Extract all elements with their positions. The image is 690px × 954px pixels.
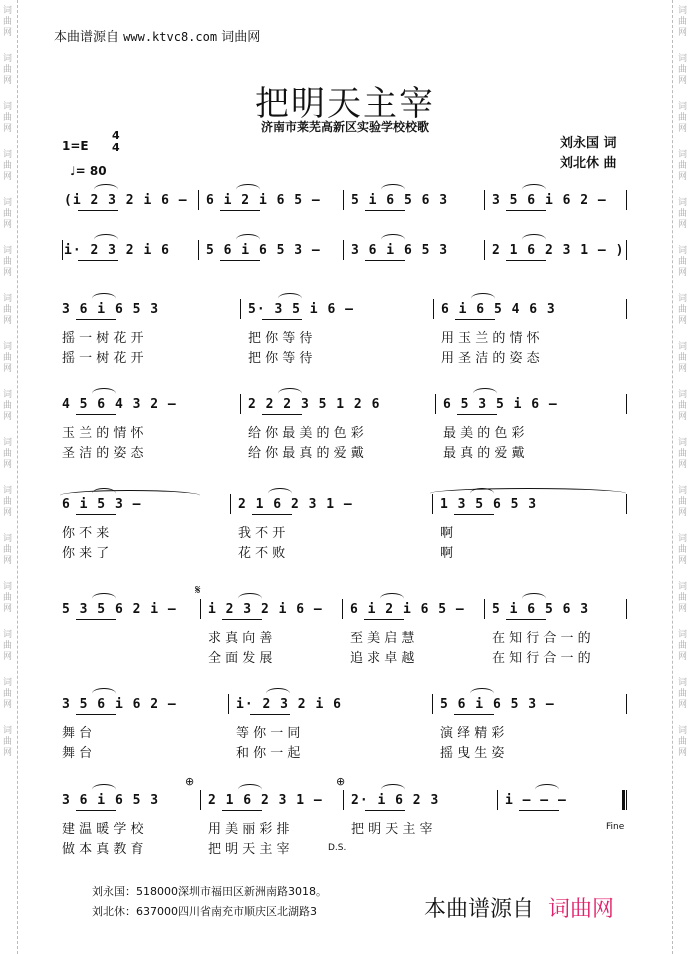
measure-notes: 5 6 i 6 5 3 – xyxy=(440,697,555,712)
border-glyph: 网 xyxy=(3,748,13,758)
lyric-verse-2: 花 不 败 xyxy=(238,546,286,561)
beam-underline xyxy=(365,260,405,261)
composer-credit: 刘北休 曲 xyxy=(560,156,617,171)
slur-mark xyxy=(381,234,405,245)
beam-underline xyxy=(364,619,404,620)
footer-brand-text: 本曲谱源自 xyxy=(424,897,535,922)
lyric-verse-1: 啊 xyxy=(440,526,454,541)
border-glyph: 词 xyxy=(678,198,688,208)
lyric-verse-1: 玉 兰 的 情 怀 xyxy=(62,426,144,441)
border-glyph: 词 xyxy=(3,198,13,208)
measure-notes: 3 6 i 6 5 3 xyxy=(62,793,160,808)
border-glyph: 词 xyxy=(3,582,13,592)
bar-line xyxy=(484,190,485,210)
border-glyph: 网 xyxy=(678,76,688,86)
measure-notes: 5 i 6 5 6 3 xyxy=(351,193,449,208)
measure-notes: 3 5 6 i 6 2 – xyxy=(62,697,177,712)
lyric-verse-2: 摇 曳 生 姿 xyxy=(440,746,505,761)
border-glyph: 曲 xyxy=(3,65,13,75)
border-glyph: 曲 xyxy=(678,641,688,651)
beam-underline xyxy=(76,319,116,320)
lyric-verse-1: 舞 台 xyxy=(62,726,93,741)
slur-mark xyxy=(381,184,405,195)
border-glyph: 词 xyxy=(678,726,688,736)
border-glyph: 网 xyxy=(678,748,688,758)
border-glyph: 曲 xyxy=(678,401,688,411)
measure-notes: 3 6 i 6 5 3 xyxy=(351,243,449,258)
beam-underline xyxy=(76,619,116,620)
border-glyph: 网 xyxy=(678,124,688,134)
beam-underline xyxy=(76,810,116,811)
measure-notes: 2 1 6 2 3 1 – ) xyxy=(492,243,625,258)
border-glyph: 曲 xyxy=(3,161,13,171)
beam-underline xyxy=(506,260,546,261)
beam-underline xyxy=(262,319,302,320)
beam-underline xyxy=(365,810,405,811)
lyric-verse-2: 用 圣 洁 的 姿 态 xyxy=(441,351,540,366)
footer-address-1: 刘永国：518000深圳市福田区新洲南路3018。 xyxy=(92,885,327,898)
border-glyph: 网 xyxy=(678,604,688,614)
border-glyph: 词 xyxy=(678,294,688,304)
final-bar xyxy=(622,790,625,810)
beam-underline xyxy=(76,414,116,415)
lyric-verse-2: 最 真 的 爱 戴 xyxy=(443,446,525,461)
tempo-marking: ♩= 80 xyxy=(70,164,107,178)
measure-notes: i· 2 3 2 i 6 xyxy=(64,243,170,258)
lyric-verse-2: 啊 xyxy=(440,546,454,561)
lyric-verse-2: 做 本 真 教 育 xyxy=(62,842,144,857)
border-glyph: 曲 xyxy=(678,209,688,219)
beam-underline xyxy=(222,619,262,620)
bar-line xyxy=(626,299,627,319)
tempo-value: = 80 xyxy=(75,164,107,178)
right-border xyxy=(672,0,690,954)
long-slur xyxy=(430,488,626,499)
lyric-verse-1: 用 美 丽 彩 排 xyxy=(208,822,290,837)
border-glyph: 曲 xyxy=(3,17,13,27)
coda-mark-2: ⊕ xyxy=(336,775,346,788)
measure-notes: i 2 3 2 i 6 – xyxy=(208,602,323,617)
lyric-verse-2: 追 求 卓 越 xyxy=(350,651,415,666)
beam-underline xyxy=(78,260,118,261)
measure-notes: 3 5 6 i 6 2 – xyxy=(492,193,607,208)
border-glyph: 曲 xyxy=(3,545,13,555)
footer-address-2: 刘北休：637000四川省南充市顺庆区北湖路3 xyxy=(92,905,317,918)
slur-mark xyxy=(92,293,116,304)
border-glyph: 网 xyxy=(678,268,688,278)
border-glyph: 词 xyxy=(3,150,13,160)
border-glyph: 网 xyxy=(3,268,13,278)
bar-line xyxy=(435,394,436,414)
border-glyph: 曲 xyxy=(678,545,688,555)
border-glyph: 曲 xyxy=(3,641,13,651)
border-glyph: 词 xyxy=(3,486,13,496)
lyric-verse-2: 舞 台 xyxy=(62,746,93,761)
meter-bottom: 4 xyxy=(112,141,120,154)
border-glyph: 曲 xyxy=(678,305,688,315)
bar-line xyxy=(240,299,241,319)
measure-notes: 5· 3 5 i 6 – xyxy=(248,302,354,317)
lyric-verse-1: 至 美 启 慧 xyxy=(350,631,415,646)
bar-line xyxy=(342,599,343,619)
measure-notes: i – – – xyxy=(505,793,567,808)
border-glyph: 曲 xyxy=(678,113,688,123)
time-signature xyxy=(112,130,120,154)
slur-mark xyxy=(381,784,405,795)
border-glyph: 曲 xyxy=(678,161,688,171)
border-glyph: 网 xyxy=(678,700,688,710)
lyric-verse-1: 你 不 来 xyxy=(62,526,110,541)
bar-line xyxy=(343,240,344,260)
beam-underline xyxy=(506,210,546,211)
border-glyph: 曲 xyxy=(3,497,13,507)
slur-mark xyxy=(92,688,116,699)
measure-notes: 6 i 5 3 – xyxy=(62,497,142,512)
lyric-verse-1: 用 玉 兰 的 情 怀 xyxy=(441,331,540,346)
lyric-verse-2: 把 明 天 主 宰 xyxy=(208,842,290,857)
border-glyph: 网 xyxy=(3,172,13,182)
segno-mark: 𝄋 xyxy=(195,583,201,598)
border-glyph: 网 xyxy=(678,412,688,422)
bar-line xyxy=(626,240,627,260)
border-glyph: 曲 xyxy=(3,305,13,315)
border-glyph: 网 xyxy=(678,364,688,374)
lyric-verse-1: 等 你 一 同 xyxy=(236,726,301,741)
lyric-verse-1: 最 美 的 色 彩 xyxy=(443,426,525,441)
measure-notes: 6 5 3 5 i 6 – xyxy=(443,397,558,412)
lyric-verse-2: 你 来 了 xyxy=(62,546,110,561)
slur-mark xyxy=(266,688,290,699)
bar-line xyxy=(626,494,627,514)
border-glyph: 网 xyxy=(678,28,688,38)
bar-line xyxy=(198,190,199,210)
border-glyph: 词 xyxy=(3,102,13,112)
border-glyph: 网 xyxy=(678,460,688,470)
slur-mark xyxy=(522,593,546,604)
song-subtitle: 济南市莱芜高新区实验学校校歌 xyxy=(260,120,429,134)
border-glyph: 网 xyxy=(678,652,688,662)
border-glyph: 曲 xyxy=(3,737,13,747)
slur-mark xyxy=(473,388,497,399)
border-glyph: 曲 xyxy=(678,497,688,507)
border-glyph: 词 xyxy=(678,582,688,592)
measure-notes: 3 6 i 6 5 3 xyxy=(62,302,160,317)
header-source-text: 本曲谱源自 xyxy=(54,30,120,45)
border-glyph: 曲 xyxy=(3,593,13,603)
left-border xyxy=(0,0,18,954)
border-glyph: 网 xyxy=(3,76,13,86)
border-glyph: 词 xyxy=(678,6,688,16)
lyric-verse-1: 演 绎 精 彩 xyxy=(440,726,505,741)
bar-line xyxy=(626,190,627,210)
bar-line xyxy=(228,694,229,714)
border-glyph: 词 xyxy=(3,390,13,400)
fine-mark: Fine xyxy=(606,822,625,832)
footer-brand[interactable] xyxy=(424,892,614,923)
lyric-verse-2: 给 你 最 真 的 爱 戴 xyxy=(248,446,364,461)
slur-mark xyxy=(92,593,116,604)
border-glyph: 词 xyxy=(3,6,13,16)
lyric-verse-1: 求 真 向 善 xyxy=(208,631,273,646)
border-glyph: 词 xyxy=(3,54,13,64)
border-glyph: 网 xyxy=(3,28,13,38)
beam-underline xyxy=(76,714,116,715)
measure-notes: i· 2 3 2 i 6 xyxy=(236,697,342,712)
header-url[interactable]: www.ktvc8.com xyxy=(123,30,218,44)
beam-underline xyxy=(220,210,260,211)
border-glyph: 网 xyxy=(678,316,688,326)
border-glyph: 网 xyxy=(678,556,688,566)
border-glyph: 词 xyxy=(678,390,688,400)
beam-underline xyxy=(222,810,262,811)
border-glyph: 曲 xyxy=(678,689,688,699)
beam-underline xyxy=(76,514,116,515)
beam-underline xyxy=(262,414,302,415)
measure-notes: 1 3 5 6 5 3 xyxy=(440,497,538,512)
slur-mark xyxy=(94,234,118,245)
border-glyph: 词 xyxy=(3,678,13,688)
border-glyph: 网 xyxy=(3,412,13,422)
bar-line xyxy=(626,790,627,810)
meter-top: 4 xyxy=(112,129,120,142)
slur-mark xyxy=(238,784,262,795)
border-glyph: 词 xyxy=(678,678,688,688)
border-glyph: 词 xyxy=(678,630,688,640)
bar-line xyxy=(484,599,485,619)
border-glyph: 曲 xyxy=(678,17,688,27)
border-glyph: 网 xyxy=(3,220,13,230)
lyricist-credit: 刘永国 词 xyxy=(560,136,617,151)
border-glyph: 网 xyxy=(3,652,13,662)
beam-underline xyxy=(454,514,494,515)
border-glyph: 网 xyxy=(3,124,13,134)
border-glyph: 词 xyxy=(678,438,688,448)
slur-mark xyxy=(470,688,494,699)
lyric-verse-1: 把 你 等 待 xyxy=(248,331,313,346)
header-source-link[interactable] xyxy=(54,26,260,45)
lyric-verse-2: 在 知 行 合 一 的 xyxy=(492,651,591,666)
bar-line xyxy=(484,240,485,260)
border-glyph: 曲 xyxy=(3,449,13,459)
bar-line xyxy=(343,190,344,210)
border-glyph: 网 xyxy=(3,364,13,374)
border-glyph: 网 xyxy=(3,604,13,614)
bar-line xyxy=(497,790,498,810)
border-glyph: 网 xyxy=(678,172,688,182)
beam-underline xyxy=(457,414,497,415)
border-glyph: 词 xyxy=(3,534,13,544)
measure-notes: 2 2 2 3 5 1 2 6 xyxy=(248,397,381,412)
key-signature: 1=E xyxy=(62,139,89,153)
border-glyph: 曲 xyxy=(678,737,688,747)
beam-underline xyxy=(220,260,260,261)
beam-underline xyxy=(506,619,546,620)
border-glyph: 曲 xyxy=(678,449,688,459)
border-glyph: 网 xyxy=(3,556,13,566)
lyric-verse-1: 建 温 暖 学 校 xyxy=(62,822,144,837)
border-glyph: 曲 xyxy=(3,401,13,411)
border-glyph: 曲 xyxy=(3,689,13,699)
footer-brand-site[interactable]: 词曲网 xyxy=(548,897,615,922)
border-glyph: 曲 xyxy=(3,353,13,363)
border-glyph: 词 xyxy=(3,246,13,256)
slur-mark xyxy=(268,488,292,499)
border-glyph: 曲 xyxy=(678,257,688,267)
beam-underline xyxy=(250,714,290,715)
lyric-verse-2: 把 你 等 待 xyxy=(248,351,313,366)
slur-mark xyxy=(522,184,546,195)
border-glyph: 词 xyxy=(3,630,13,640)
slur-mark xyxy=(278,388,302,399)
slur-mark xyxy=(278,293,302,304)
measure-notes: 5 6 i 6 5 3 – xyxy=(206,243,321,258)
bar-line xyxy=(626,599,627,619)
measure-notes: 5 i 6 5 6 3 xyxy=(492,602,590,617)
bar-line xyxy=(62,240,63,260)
slur-mark xyxy=(535,784,559,795)
border-glyph: 词 xyxy=(3,342,13,352)
border-glyph: 曲 xyxy=(3,257,13,267)
border-glyph: 曲 xyxy=(678,593,688,603)
lyric-verse-1: 在 知 行 合 一 的 xyxy=(492,631,591,646)
lyric-verse-1: 我 不 开 xyxy=(238,526,286,541)
coda-mark-1: ⊕ xyxy=(185,775,195,788)
lyric-verse-2: 和 你 一 起 xyxy=(236,746,301,761)
measure-notes: 4 5 6 4 3 2 – xyxy=(62,397,177,412)
slur-mark xyxy=(236,184,260,195)
bar-line xyxy=(198,240,199,260)
border-glyph: 网 xyxy=(3,508,13,518)
bar-line xyxy=(200,790,201,810)
border-glyph: 词 xyxy=(678,102,688,112)
border-glyph: 网 xyxy=(3,460,13,470)
border-glyph: 网 xyxy=(678,220,688,230)
slur-mark xyxy=(522,234,546,245)
border-glyph: 词 xyxy=(678,54,688,64)
song-title: 把明天主宰 xyxy=(255,84,435,124)
lyric-verse-2: 全 面 发 展 xyxy=(208,651,273,666)
measure-notes: 6 i 6 5 4 6 3 xyxy=(441,302,556,317)
border-glyph: 词 xyxy=(3,438,13,448)
border-glyph: 网 xyxy=(3,700,13,710)
slur-mark xyxy=(238,593,262,604)
border-glyph: 曲 xyxy=(3,209,13,219)
bar-line xyxy=(343,790,344,810)
slur-mark xyxy=(92,784,116,795)
border-glyph: 曲 xyxy=(3,113,13,123)
beam-underline xyxy=(519,810,559,811)
long-slur xyxy=(60,490,200,501)
lyric-verse-2: 摇 一 树 花 开 xyxy=(62,351,144,366)
measure-notes: 2 1 6 2 3 1 – xyxy=(238,497,353,512)
bar-line xyxy=(200,599,201,619)
slur-mark xyxy=(236,234,260,245)
lyric-verse-1: 摇 一 树 花 开 xyxy=(62,331,144,346)
border-glyph: 词 xyxy=(678,150,688,160)
border-glyph: 词 xyxy=(678,246,688,256)
border-glyph: 词 xyxy=(678,534,688,544)
measure-notes: 2 1 6 2 3 1 – xyxy=(208,793,323,808)
border-glyph: 网 xyxy=(3,316,13,326)
slur-mark xyxy=(380,593,404,604)
slur-mark xyxy=(92,388,116,399)
border-glyph: 曲 xyxy=(678,353,688,363)
header-site-name: 词曲网 xyxy=(221,30,261,45)
beam-underline xyxy=(455,319,495,320)
lyric-verse-1: 把 明 天 主 宰 xyxy=(351,822,433,837)
border-glyph: 词 xyxy=(3,294,13,304)
beam-underline xyxy=(454,714,494,715)
bar-line xyxy=(432,694,433,714)
bar-line xyxy=(230,494,231,514)
slur-mark xyxy=(94,184,118,195)
border-glyph: 词 xyxy=(678,342,688,352)
bar-line xyxy=(433,299,434,319)
border-glyph: 网 xyxy=(678,508,688,518)
slur-mark xyxy=(471,293,495,304)
ds-mark: D.S. xyxy=(328,843,347,853)
beam-underline xyxy=(78,210,118,211)
measure-notes: (i 2 3 2 i 6 – xyxy=(64,193,188,208)
measure-notes: 6 i 2 i 6 5 – xyxy=(206,193,321,208)
measure-notes: 5 3 5 6 2 i – xyxy=(62,602,177,617)
bar-line xyxy=(240,394,241,414)
bar-line xyxy=(626,694,627,714)
border-glyph: 曲 xyxy=(678,65,688,75)
lyric-verse-1: 给 你 最 美 的 色 彩 xyxy=(248,426,364,441)
lyric-verse-2: 圣 洁 的 姿 态 xyxy=(62,446,144,461)
border-glyph: 词 xyxy=(678,486,688,496)
measure-notes: 6 i 2 i 6 5 – xyxy=(350,602,465,617)
border-glyph: 词 xyxy=(3,726,13,736)
beam-underline xyxy=(252,514,292,515)
beam-underline xyxy=(365,210,405,211)
measure-notes: 2· i 6 2 3 xyxy=(351,793,440,808)
bar-line xyxy=(626,394,627,414)
